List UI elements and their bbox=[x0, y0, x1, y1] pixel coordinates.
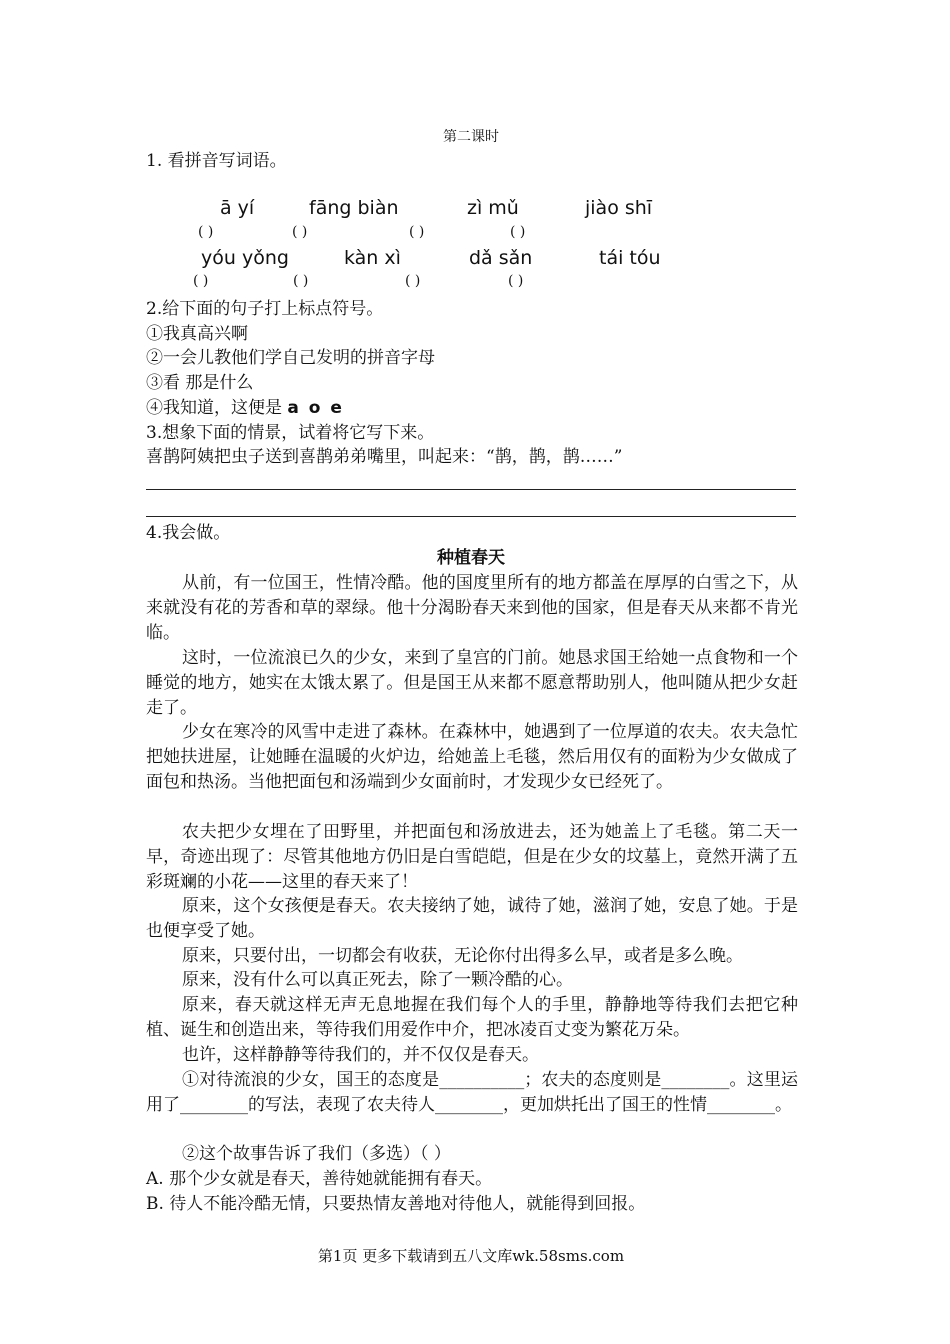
pinyin-word: kàn xì bbox=[344, 247, 401, 269]
story-paragraph: 原来，这个女孩便是春天。农夫接纳了她，诚待了她，滋润了她，安息了她。于是也便享受了她。 bbox=[146, 896, 798, 941]
story-paragraph: 原来，没有什么可以真正死去，除了一颗冷酷的心。 bbox=[182, 970, 573, 990]
q2-item: ②一会儿教他们学自己发明的拼音字母 bbox=[146, 348, 435, 368]
q3-label: 3.想象下面的情景，试着将它写下来。 bbox=[146, 423, 435, 443]
story-paragraph: 少女在寒冷的风雪中走进了森林。在森林中，她遇到了一位厚道的农夫。农夫急忙把她扶进屋，让她睡在温暖的火炉边，给她盖上毛毯，然后用仅有的面粉为少女做成了面包和热汤。当他把面包和汤端到少女面前时，才发现少女已经死了。 bbox=[146, 722, 798, 792]
q2-item: ③看 那是什么 bbox=[146, 373, 254, 393]
pinyin-word: jiào shī bbox=[585, 197, 653, 219]
page-title: 第二课时 bbox=[443, 129, 499, 145]
sub-question-1: ①对待流浪的少女，国王的态度是__________；农夫的态度则是________。这里运用了________的写法，表现了农夫待人________，更加烘托出了国王的性情________。 bbox=[146, 1070, 798, 1115]
story-paragraph: 这时，一位流浪已久的少女，来到了皇宫的门前。她恳求国王给她一点食物和一个睡觉的地方，她实在太饿太累了。但是国王从来都不愿意帮助别人，他叫随从把少女赶走了。 bbox=[146, 648, 798, 718]
q2-item-text: ④我知道，这便是 bbox=[146, 398, 282, 418]
q2-label: 2.给下面的句子打上标点符号。 bbox=[146, 299, 384, 319]
writing-line bbox=[146, 516, 796, 517]
q2-item: ①我真高兴啊 bbox=[146, 324, 248, 344]
answer-blank: ( ) bbox=[198, 224, 214, 240]
answer-blank: ( ) bbox=[405, 273, 421, 289]
pinyin-word: tái tóu bbox=[599, 247, 661, 269]
answer-blank: ( ) bbox=[193, 273, 209, 289]
answer-blank: ( ) bbox=[293, 273, 309, 289]
pinyin-word: ā yí bbox=[220, 197, 255, 219]
answer-blank: ( ) bbox=[409, 224, 425, 240]
story-paragraph: 原来，只要付出，一切都会有收获，无论你付出得多么早，或者是多么晚。 bbox=[182, 946, 743, 966]
writing-line bbox=[146, 489, 796, 490]
answer-blank: ( ) bbox=[292, 224, 308, 240]
option-b: B. 待人不能冷酷无情，只要热情友善地对待他人，就能得到回报。 bbox=[146, 1194, 646, 1214]
story-paragraph: 也许，这样静静等待我们的，并不仅仅是春天。 bbox=[182, 1045, 539, 1065]
answer-blank: ( ) bbox=[508, 273, 524, 289]
pinyin-word: fāng biàn bbox=[309, 197, 399, 219]
q1-label: 1. 看拼音写词语。 bbox=[146, 151, 287, 171]
pinyin-word: zì mǔ bbox=[467, 197, 519, 219]
story-title: 种植春天 bbox=[437, 548, 505, 568]
q3-prompt: 喜鹊阿姨把虫子送到喜鹊弟弟嘴里，叫起来：“鹊，鹊，鹊……” bbox=[146, 447, 623, 467]
pinyin-letters: a o e bbox=[287, 398, 344, 418]
story-paragraph: 原来，春天就这样无声无息地握在我们每个人的手里，静静地等待我们去把它种植、诞生和创造出来，等待我们用爱作中介，把冰凌百丈变为繁花万朵。 bbox=[146, 995, 798, 1040]
pinyin-word: yóu yǒng bbox=[201, 247, 289, 269]
q2-item bbox=[146, 396, 344, 420]
story-paragraph: 从前，有一位国王，性情冷酷。他的国度里所有的地方都盖在厚厚的白雪之下，从来就没有花的芳香和草的翠绿。他十分渴盼春天来到他的国家，但是春天从来都不肯光临。 bbox=[146, 573, 798, 643]
sub-question-2: ②这个故事告诉了我们（多选）（ ） bbox=[182, 1144, 451, 1164]
story-paragraph: 农夫把少女埋在了田野里，并把面包和汤放进去，还为她盖上了毛毯。第二天一早，奇迹出现了：尽管其他地方仍旧是白雪皑皑，但是在少女的坟墓上，竟然开满了五彩斑斓的小花——这里的春天来了！ bbox=[146, 822, 798, 892]
page-footer: 第1页 更多下载请到五八文库wk.58sms.com bbox=[317, 1247, 625, 1265]
q4-label: 4.我会做。 bbox=[146, 523, 231, 543]
answer-blank: ( ) bbox=[510, 224, 526, 240]
option-a: A. 那个少女就是春天，善待她就能拥有春天。 bbox=[146, 1169, 493, 1189]
pinyin-word: dǎ sǎn bbox=[469, 247, 533, 269]
